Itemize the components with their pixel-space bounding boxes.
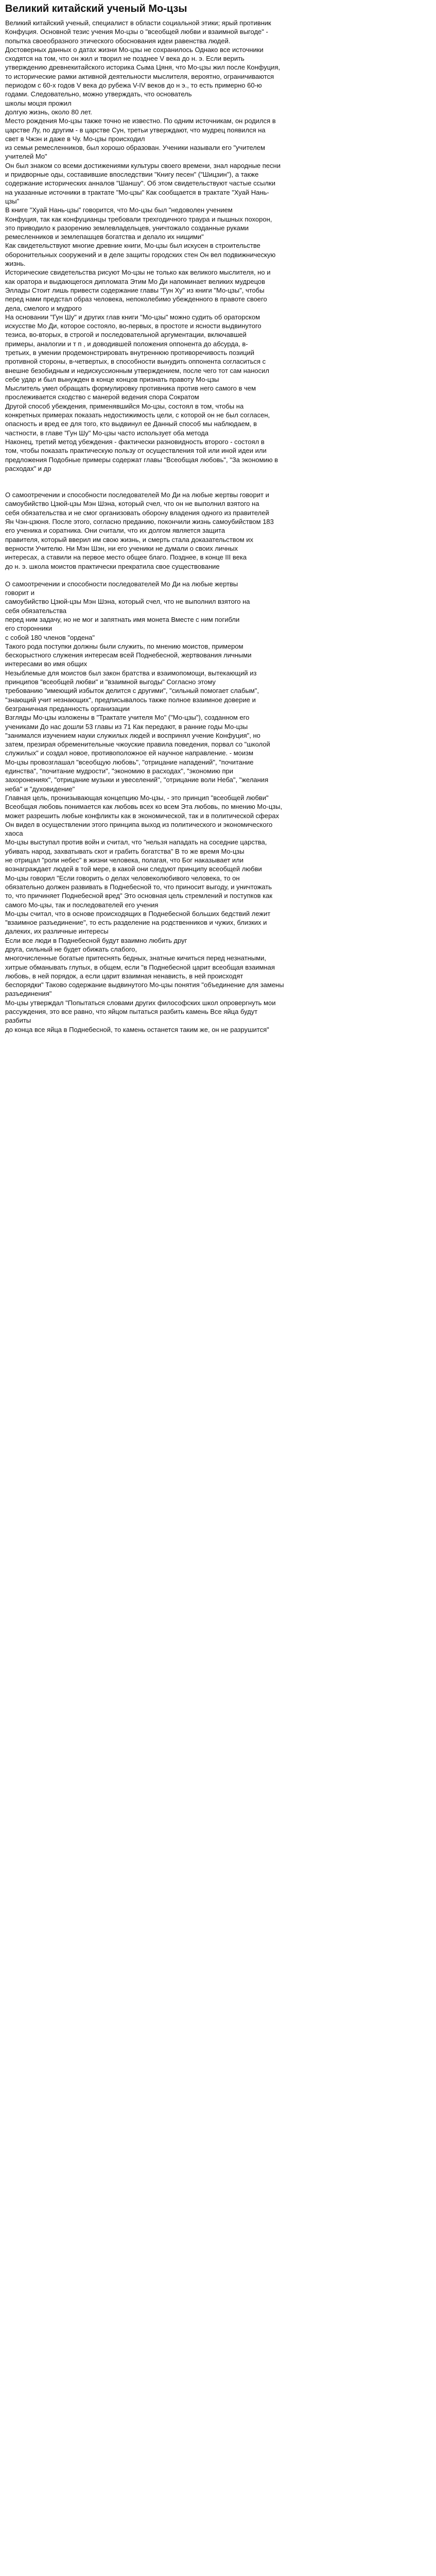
paragraph-line bbox=[5, 482, 431, 490]
paragraph-line: и придворные оды, составившие впоследствии "Книгу песен" ("Шицзин"), а также bbox=[5, 171, 259, 179]
paragraph-line: убивать народ, захватывать скот и грабить богатства" В то же время Мо-цзы bbox=[5, 847, 245, 855]
paragraph-line: О самоотречении и способности последователей Мо Ди на любые жертвы bbox=[5, 580, 238, 588]
paragraph-line: любовь, в ней порядок, а если царит взаимная ненависть, в ней происходят bbox=[5, 972, 243, 980]
paragraph-line: частности, в главе "Гун Шу" Мо-цзы часто использует оба метода bbox=[5, 429, 208, 437]
paragraph-line: учениками До нас дошли 53 главы из 71 Как передают, в ранние годы Мо-цзы bbox=[5, 722, 248, 731]
paragraph-line: оборонительных сооружений и в деле защиты городских стен Он вел подвижническую bbox=[5, 250, 276, 259]
paragraph-line: искусстве Мо Ди, которое состояло, во-первых, в простоте и ясности выдвинутого bbox=[5, 322, 261, 330]
paragraph-line: его сторонники bbox=[5, 624, 53, 633]
paragraph-line: затем, презирая обременительные чжоуские правила поведения, порвал со "школой bbox=[5, 740, 270, 749]
paragraph-line: из семьи ремесленников, был хорошо образован. Ученики называли его "учителем bbox=[5, 144, 265, 152]
paragraph-line: Другой способ убеждения, применявшийся Мо-цзы, состоял в том, чтобы на bbox=[5, 402, 244, 410]
paragraph-line: как оратора и выдающегося дипломата Этим Мо Ди напоминает великих мудрецов bbox=[5, 277, 266, 285]
paragraph-line: "знающий учит незнающих", предписывалось также полное взаимное доверие и bbox=[5, 696, 256, 704]
paragraph-line: его ученика и соратника. Они считали, что их долгом является защита bbox=[5, 527, 225, 535]
paragraph-line: "взаимное разъединение", то есть разделение на родственников и чужих, близких и bbox=[5, 919, 267, 927]
paragraph-line: Великий китайский ученый, специалист в области социальной этики; ярый противник bbox=[5, 19, 271, 27]
paragraph-line: утверждению древнекитайского историка Сыма Цяня, что Мо-цзы жил после Конфуция, bbox=[5, 63, 281, 72]
paragraph-line: Мо-цзы говорил "Если говорить о делах человеколюбивого человека, то он bbox=[5, 874, 240, 882]
paragraph-line: Главная цель, пронизывающая концепцию Мо-цзы, - это принцип "всеобщей любви" bbox=[5, 793, 269, 802]
paragraph-line: далеких, их различные интересы bbox=[5, 927, 109, 936]
paragraph-line: годами. Следовательно, можно утверждать, что основатель bbox=[5, 90, 192, 98]
paragraph-line: Незыблемые для моистов был закон братства и взаимопомощи, вытекающий из bbox=[5, 669, 257, 677]
paragraph-line bbox=[5, 571, 431, 580]
paragraph-line: предложения Подобные примеры содержат главы "Всеобщая любовь", "За экономию в bbox=[5, 455, 278, 464]
paragraph-line: самоубийство Цзюй-цзы Мэн Шэна, который счел, что он не выполнил взятого на bbox=[5, 500, 259, 508]
paragraph-line: царстве Лу, по другим - в царстве Сун, третьи утверждают, что мудрец появился на bbox=[5, 126, 266, 134]
paragraph-line: Исторические свидетельства рисуют Мо-цзы не только как великого мыслителя, но и bbox=[5, 268, 271, 277]
paragraph-line: Взгляды Мо-цзы изложены в "Трактате учителя Мо" ("Мо-цзы"), созданном его bbox=[5, 714, 250, 722]
paragraph-line: себе удар и был вынужден в конце концов признать правоту Мо-цзы bbox=[5, 375, 219, 383]
paragraph-line: себя обязательства bbox=[5, 606, 67, 615]
paragraph-line: может разрешить любые конфликты как в экономической, так и в политической сферах bbox=[5, 811, 280, 820]
paragraph-line: примеры, аналогии и т п , и доводившей положения оппонента до абсурда, в- bbox=[5, 340, 248, 348]
paragraph-line: неба" и "духовидение" bbox=[5, 785, 75, 793]
paragraph-line: Ян Чэн-цзюня. После этого, согласно преданию, покончили жизнь самоубийством 183 bbox=[5, 518, 274, 526]
paragraph-line: Наконец, третий метод убеждения - фактически разновидность второго - состоял в bbox=[5, 437, 265, 446]
paragraph-line: с собой 180 членов "ордена" bbox=[5, 633, 95, 641]
paragraph-line: внешне безобидным и недискуссионным утверждением, после чего тот сам наносил bbox=[5, 366, 269, 375]
paragraph-line: хитрые обманывать глупых, в общем, если "в Поднебесной царит всеобщая взаимная bbox=[5, 963, 275, 971]
paragraph-line: самого Мо-цзы, так и последователей его учения bbox=[5, 901, 159, 909]
paragraph-line: расходах" и др bbox=[5, 464, 51, 472]
paragraph-line: безграничная преданность организации bbox=[5, 704, 130, 713]
paragraph-line: Конфуция, так как конфуцианцы требовали трехгодичного траура и пышных похорон, bbox=[5, 215, 272, 223]
paragraph-line: противной стороны, в-четвертых, в способности вынудить оппонента согласиться с bbox=[5, 358, 266, 366]
paragraph-line: третьих, в умении продемонстрировать внутреннюю противоречивость позиций bbox=[5, 348, 254, 357]
paragraph-line: Мо-цзы выступал против войн и считал, что "нельзя нападать на соседние царства, bbox=[5, 838, 267, 846]
paragraph-line: до н. э. школа моистов практически прекратила свое существование bbox=[5, 562, 220, 570]
paragraph-line: Мыслитель умел обращать формулировку противника против него самого в чем bbox=[5, 384, 256, 393]
paragraph-line: разъединения" bbox=[5, 990, 52, 998]
paragraph-line: О самоотречении и способности последователей Мо Ди на любые жертвы говорит и bbox=[5, 491, 269, 499]
paragraph-line: требованию "имеющий избыток делится с другими", "сильный помогает слабым", bbox=[5, 687, 259, 695]
paragraph-line: ремесленников и землепашцев богатства и делало их нищими" bbox=[5, 233, 204, 241]
paragraph-line: Достоверных данных о датах жизни Мо-цзы не сохранилось Однако все источники bbox=[5, 45, 264, 54]
article-body bbox=[5, 19, 431, 1034]
paragraph-line: "занимался изучением науки служилых людей и воспринял учение Конфуция", но bbox=[5, 731, 260, 739]
paragraph-line: Мо-цзы утверждал "Попытаться словами других философских школ опровергнуть мои bbox=[5, 998, 276, 1007]
paragraph-line: говорит и bbox=[5, 589, 34, 597]
paragraph-line: служилых" и создал новое, противоположное ей научное направление. - моизм bbox=[5, 749, 254, 757]
paragraph-line: Если все люди в Поднебесной будут взаимно любить друг bbox=[5, 936, 187, 944]
paragraph-line: рассуждения, это все равно, что яйцом пытаться разбить камень Все яйца будут bbox=[5, 1008, 258, 1016]
paragraph-line: правителя, который вверил им свою жизнь, и смерть стала доказательством их bbox=[5, 535, 254, 544]
paragraph-line: Мо-цзы считал, что в основе происходящих в Поднебесной больших бедствий лежит bbox=[5, 909, 271, 918]
paragraph-line: школы моцзя прожил bbox=[5, 99, 72, 107]
paragraph-line: учителей Мо" bbox=[5, 152, 47, 161]
paragraph-line: то исторические рамки активной деятельности мыслителя, вероятно, ограничиваются bbox=[5, 72, 274, 80]
paragraph-line: хаоса bbox=[5, 829, 23, 838]
paragraph-line: том, чтобы показать практическую пользу от осуществления той или иной идеи или bbox=[5, 447, 267, 455]
paragraph-line: цзы" bbox=[5, 197, 20, 205]
paragraph-line: жизнь. bbox=[5, 260, 26, 268]
paragraph-line: долгую жизнь, около 80 лет. bbox=[5, 108, 92, 116]
paragraph-line: попытка своеобразного этического обоснования идеи равенства людей. bbox=[5, 37, 231, 45]
paragraph-line: единства", "почитание мудрости", "экономию в расходах", "экономию при bbox=[5, 767, 233, 775]
paragraph-line: опасность и вред ее для того, кто выдвинул ее Данный способ мы наблюдаем, в bbox=[5, 420, 257, 428]
paragraph-line: то, что причиняет Поднебесной вред" Это основная цель стремлений и поступков как bbox=[5, 892, 273, 900]
paragraph-line: Он видел в осуществлении этого принципа выход из политического и экономического bbox=[5, 820, 273, 828]
paragraph-line: обязательно должен развивать в Поднебесной то, что приносит выгоду, и уничтожать bbox=[5, 883, 272, 891]
paragraph-line: тезиса, во-вторых, в строгой и последовательной аргументации, включавшей bbox=[5, 331, 247, 339]
paragraph-line: Всеобщая любовь понимается как любовь всех ко всем Эта любовь, по мнению Мо-цзы, bbox=[5, 803, 283, 811]
paragraph-line: интересами во имя общих bbox=[5, 660, 88, 668]
paragraph-line: содержание исторических анналов "Шаншу". Об этом свидетельствуют частые ссылки bbox=[5, 179, 275, 188]
paragraph-line: Конфуция. Основной тезис учения Мо-цзы о "всеобщей любви и взаимной выгоде" - bbox=[5, 28, 268, 36]
article-title: Великий китайский ученый Мо-цзы bbox=[5, 3, 187, 14]
paragraph-line: захоронениях", "отрицание музыки и увеселений", "отрицание воли Неба", "желания bbox=[5, 776, 269, 784]
paragraph-line: это приводило к разорению землевладельцев, уничтожало созданные руками bbox=[5, 224, 249, 232]
paragraph-line: периодом с 60-х годов V века до рубежа V-IV веков до н э., то есть примерно 60-ю bbox=[5, 81, 262, 90]
paragraph-line: Как свидетельствуют многие древние книги, Мо-цзы был искусен в строительстве bbox=[5, 242, 260, 250]
paragraph-line: Мо-цзы провозглашал "всеобщую любовь", "отрицание нападений", "почитание bbox=[5, 758, 254, 766]
paragraph-line: свет в Чжэн и даже в Чу. Мо-цзы происходил bbox=[5, 134, 145, 143]
paragraph-line: разбиты bbox=[5, 1016, 31, 1025]
paragraph-line: конкретных примерах показать недостижимость цели, с которой он не был согласен, bbox=[5, 411, 270, 419]
paragraph-line: до конца все яйца в Поднебесной, то камень останется таким же, он не разрушится" bbox=[5, 1025, 269, 1033]
paragraph-line: интересах, а ставили на первое место общее благо. Позднее, в конце III века bbox=[5, 553, 247, 562]
paragraph-line: верности Учителю. Ни Мэн Шэн, ни его ученики не думали о своих личных bbox=[5, 544, 238, 552]
paragraph-line: себя обязательства и не смог организовать оборону владения одного из правителей bbox=[5, 509, 269, 517]
paragraph-line: перед нами предстал образ человека, непоколебимо убежденного в правоте своего bbox=[5, 295, 267, 303]
paragraph-line: В книге "Хуай Нань-цзы" говорится, что Мо-цзы был "недоволен учением bbox=[5, 206, 233, 214]
paragraph-line: Такого рода поступки должны были служить, по мнению моистов, примером bbox=[5, 642, 243, 650]
paragraph-line bbox=[5, 473, 431, 482]
paragraph-line: прослеживается сходство с манерой ведения спора Сократом bbox=[5, 393, 199, 401]
paragraph-line: принципов "всеобщей любви" и "взаимной выгоды" Согласно этому bbox=[5, 678, 216, 686]
paragraph-line: не отрицал "роли небес" в жизни человека, полагая, что Бог наказывает или bbox=[5, 856, 244, 865]
paragraph-line: На основании "Гун Шу" и других глав книги "Мо-цзы" можно судить об ораторском bbox=[5, 313, 260, 321]
paragraph-line: сходятся на том, что он жил и творил не позднее V века до н. э. Если верить bbox=[5, 55, 245, 63]
paragraph-line: друга, сильный не будет обижать слабого, bbox=[5, 945, 137, 953]
paragraph-line: Эллады Стоит лишь привести содержание главы "Гун Ху" из книги "Мо-цзы", чтобы bbox=[5, 286, 265, 294]
paragraph-line: вознаграждает людей в той мере, в какой они следуют принципу всеобщей любви bbox=[5, 865, 262, 873]
paragraph-line: самоубийство Цзюй-цзы Мэн Шэна, который счел, что не выполнил взятого на bbox=[5, 598, 250, 606]
paragraph-line: бескорыстного служения интересам всей Поднебесной, жертвования личными bbox=[5, 651, 252, 659]
paragraph-line: перед ним задачу, но не мог и запятнать имя монета Вместе с ним погибли bbox=[5, 616, 240, 623]
paragraph-line: беспорядки" Таково содержание выдвинутого Мо-цзы понятия "объединение для замены bbox=[5, 981, 284, 989]
paragraph-line: многочисленные богатые притеснять бедных, знатные кичиться перед незнатными, bbox=[5, 954, 266, 962]
paragraph-line: Место рождения Мо-цзы также точно не известно. По одним источникам, он родился в bbox=[5, 117, 276, 125]
paragraph-line: дела, смелого и мудрого bbox=[5, 304, 82, 312]
paragraph-line: Он был знаком со всеми достижениями культуры своего времени, знал народные песни bbox=[5, 161, 281, 170]
article bbox=[0, 0, 436, 1034]
paragraph-line: на указанные источники в трактате "Мо-цзы" Как сообщается в трактате "Хуай Нань- bbox=[5, 188, 269, 196]
